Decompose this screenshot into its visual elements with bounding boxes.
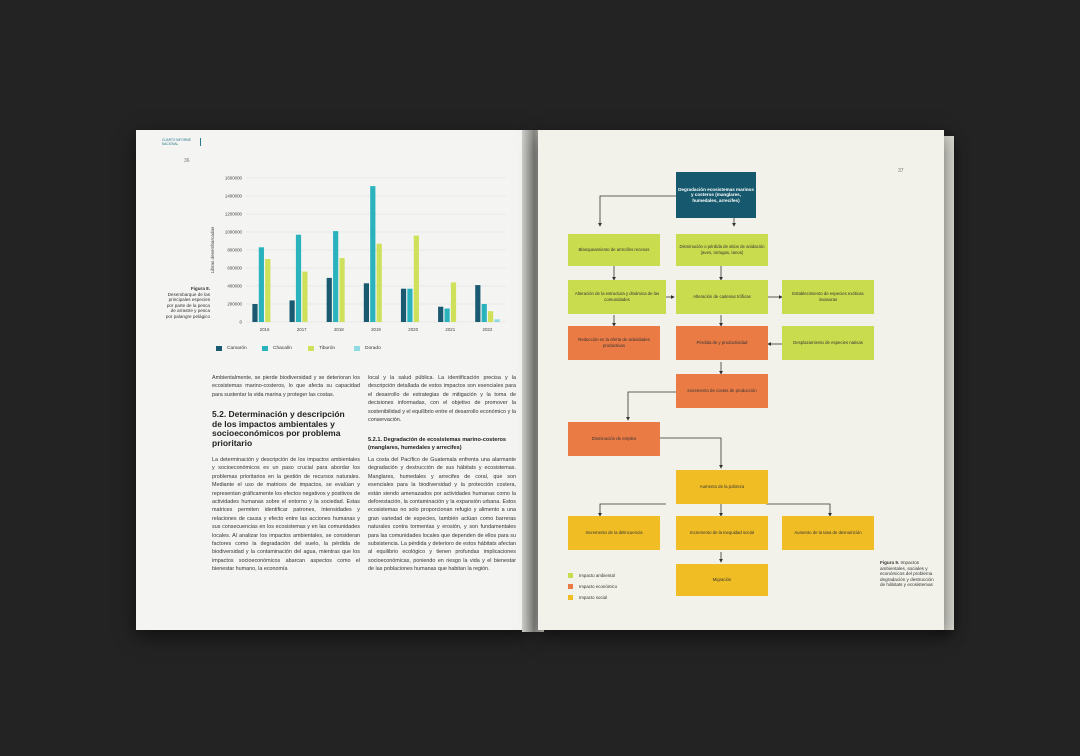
flowchart-legend [568, 570, 617, 603]
legend-item-social: Impacto social [568, 592, 617, 603]
legend-item-economic: Impacto económico [568, 581, 617, 592]
y-tick-label: 0 [239, 319, 242, 325]
flow-root: Degradación ecosistemas marinos y costeros (manglares, humedales, arrecifes) [676, 172, 756, 218]
flow-node-inequality: Incremento de la inequidad social [676, 516, 768, 550]
subsection-heading: 5.2.1. Degradación de ecosistemas marino-costeros (manglares, humedales y arrecifes) [368, 437, 507, 451]
header-tag: CUARTO INFORME NACIONAL [162, 138, 201, 146]
x-tick-label: 2022 [482, 327, 493, 332]
flow-node-productivity-loss: Pérdida de y productividad [676, 326, 768, 360]
figure-9-text: Impactos ambientales, sociales y económicos del problema degradación y destrucción de hábitats y ecosistemas [880, 560, 934, 588]
intro-paragraph: Ambientalmente, se pierde biodiversidad y se deterioran los ecosistemas marino-costeros, lo que afecta su capacidad para sustentar la vida marina y proteger las costas. [212, 375, 360, 398]
y-tick-label: 1600000 [224, 175, 242, 181]
x-tick-label: 2018 [333, 327, 344, 332]
legend-label: Dorado [365, 346, 381, 351]
figure-text: Desembarque de las principales especies por parte de la pesca de arrastre y pesca por palangre pelágico [165, 291, 210, 319]
flow-node-community-alteration: Alteración de la estructura y dinámica de las comunidades [568, 280, 666, 314]
flow-node-poverty: Aumento de la pobreza [676, 470, 768, 504]
flow-node-nesting-loss: Disminución o pérdida de sitios de anidación (aves, tortugas, tanos) [676, 234, 768, 266]
x-tick-label: 2019 [371, 327, 381, 332]
x-tick-label: 2016 [259, 327, 270, 332]
section-heading: 5.2. Determinación y descripción de los impactos ambientales y socioeconómicos por problema prioritario [212, 409, 345, 448]
right-column-paragraph: local y la salud pública. La identificación precisa y la descripción detallada de estos impactos son esenciales para el desarrollo de estrategias de mitigación y la toma de decisiones informadas, con el objetivo de promover la sostenibilidad y el equilibrio entre el desarrollo económico y la conservación. [368, 375, 516, 424]
y-tick-label: 1400000 [224, 193, 242, 199]
flow-node-production-reduction: Reducción en la oferta de actividades productivas [568, 326, 660, 360]
y-tick-label: 400000 [227, 283, 242, 289]
y-axis-label: Libras desembarcadas [210, 226, 215, 274]
legend-label: Chacalín [273, 346, 292, 351]
figure-9-label: Figura 9. [880, 560, 900, 565]
flow-node-crime: Incremento de la delincuencia [568, 516, 660, 550]
x-tick-label: 2017 [296, 327, 307, 332]
y-tick-label: 1200000 [224, 211, 242, 217]
flow-node-native-displacement: Desplazamiento de especies nativas [782, 326, 874, 360]
figure-9-caption [880, 560, 936, 588]
y-tick-label: 1000000 [224, 229, 242, 235]
y-tick-label: 600000 [227, 265, 242, 271]
subsection-paragraph: La costa del Pacífico de Guatemala enfrenta una alarmante degradación y destrucción de sus hábitats y ecosistemas. Manglares, humedales y arrecifes de coral, que son esenciales para la biodiversidad y la protección costera, están siendo amenazados por actividades humanas como la deforestación, la contaminación y la expansión urbana. Estos ecosistemas no solo proporcionan refugio y alimento a una gran variedad de especies, también actúan como barreras naturales contra tormentas y erosión, y son fundamentales para las comunidades locales que dependen de ellos para su subsistencia. La pérdida y deterioro de estos hábitats afectan al equilibrio ecológico y tienen profundas implicaciones socioeconómicas, poniendo en riesgo la vida y el bienestar de las poblaciones humanas que habitan la región. [368, 457, 516, 573]
section-paragraph: La determinación y descripción de los impactos ambientales y socioeconómicos es un paso crucial para abordar los problemas prioritarios en la gestión de recursos naturales. Mediante el uso de matrices de impactos, se evalúan y representan gráficamente los efectos negativos y positivos de actividades humanas sobre el entorno y la sociedad. Estas matrices permiten identificar patrones, intensidades y relaciones de causa y efecto entre las acciones humanas y sus consecuencias en los ecosistemas y en las comunidades locales. Al analizar los impactos ambientales, se consideran factores como la degradación del suelo, la pérdida de biodiversidad y la contaminación del agua, mientras que los impactos socioeconómicos abarcan aspectos como el bienestar humano, la economía [212, 457, 360, 573]
page-number-right: 37 [898, 168, 904, 174]
flow-node-invasive-species: Establecimiento de especies exóticas invasoras [782, 280, 874, 314]
flow-node-employment-decrease: Disminución de empleo [568, 422, 660, 456]
y-tick-label: 200000 [227, 301, 242, 307]
y-tick-label: 800000 [227, 247, 242, 253]
legend-item-environmental: Impacto ambiental [568, 570, 617, 581]
figure-label: Figura 8. [190, 286, 210, 291]
x-tick-label: 2021 [445, 327, 456, 332]
flow-node-migration: Migración [676, 564, 768, 596]
flow-node-malnutrition: Aumento de la tasa de desnutrición [782, 516, 874, 550]
legend-label: Tiburón [319, 346, 336, 351]
flowchart-arrows [136, 130, 956, 632]
x-tick-label: 2020 [408, 327, 419, 332]
open-book [136, 130, 956, 632]
page-number: 36 [184, 158, 190, 164]
flow-node-bleaching: Blanqueamiento de arrecifes recesos [568, 234, 660, 266]
flow-node-trophic-chains: Alteración de cadenas tróficas [676, 280, 768, 314]
flow-node-production-costs: Incremento de costos de producción [676, 374, 768, 408]
legend-label: Camarón [227, 346, 247, 351]
